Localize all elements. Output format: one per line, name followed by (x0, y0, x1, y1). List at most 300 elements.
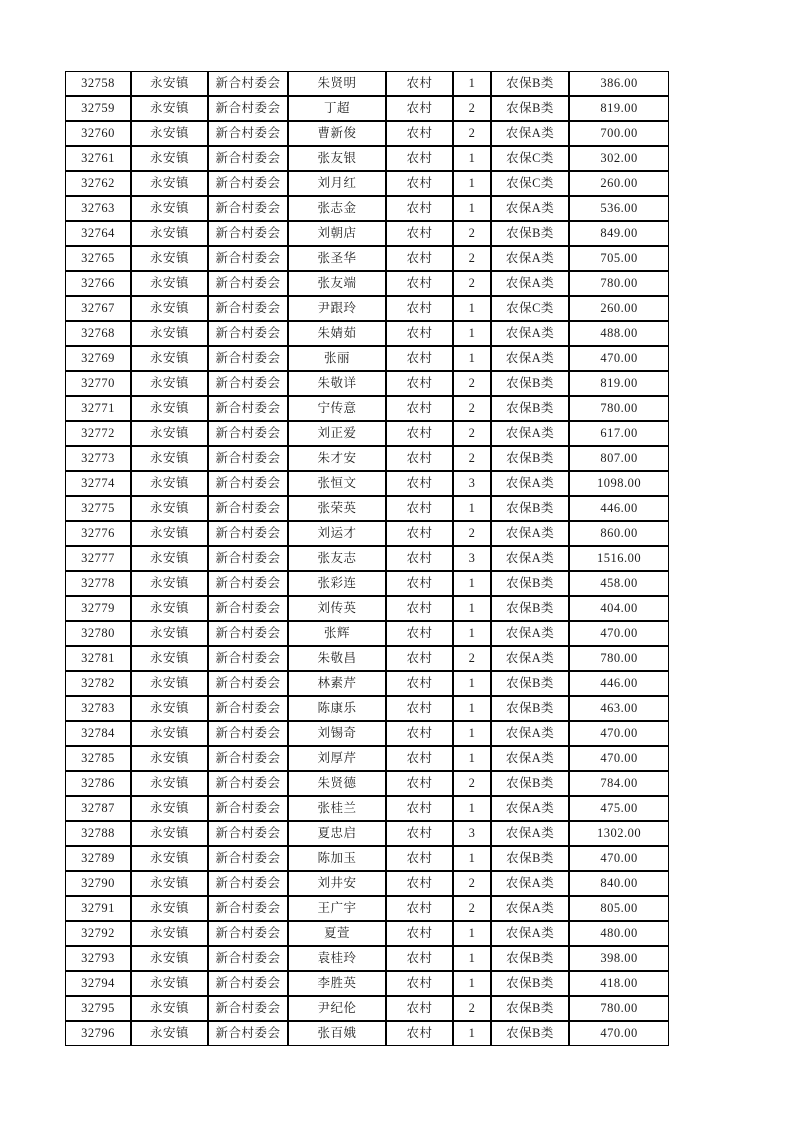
cell-id: 32794 (65, 971, 131, 996)
table-row (65, 846, 669, 871)
table-row (65, 871, 669, 896)
cell-amount: 860.00 (569, 521, 669, 546)
cell-type: 农村 (386, 796, 453, 821)
cell-id: 32779 (65, 596, 131, 621)
cell-town: 永安镇 (131, 821, 208, 846)
cell-village: 新合村委会 (208, 646, 288, 671)
cell-count: 1 (453, 596, 491, 621)
cell-amount: 700.00 (569, 121, 669, 146)
table-row (65, 446, 669, 471)
cell-count: 1 (453, 671, 491, 696)
cell-village: 新合村委会 (208, 121, 288, 146)
table-row (65, 771, 669, 796)
cell-town: 永安镇 (131, 446, 208, 471)
cell-type: 农村 (386, 896, 453, 921)
cell-village: 新合村委会 (208, 321, 288, 346)
cell-count: 1 (453, 621, 491, 646)
cell-insurance: 农保A类 (491, 821, 569, 846)
cell-type: 农村 (386, 221, 453, 246)
cell-insurance: 农保A类 (491, 721, 569, 746)
cell-type: 农村 (386, 696, 453, 721)
cell-type: 农村 (386, 121, 453, 146)
table-row (65, 146, 669, 171)
cell-type: 农村 (386, 421, 453, 446)
cell-village: 新合村委会 (208, 746, 288, 771)
cell-amount: 840.00 (569, 871, 669, 896)
cell-village: 新合村委会 (208, 796, 288, 821)
cell-type: 农村 (386, 946, 453, 971)
cell-village: 新合村委会 (208, 171, 288, 196)
cell-name: 张丽 (288, 346, 386, 371)
cell-id: 32771 (65, 396, 131, 421)
cell-amount: 780.00 (569, 646, 669, 671)
cell-name: 尹纪伦 (288, 996, 386, 1021)
cell-insurance: 农保B类 (491, 96, 569, 121)
cell-name: 夏萱 (288, 921, 386, 946)
cell-amount: 475.00 (569, 796, 669, 821)
cell-town: 永安镇 (131, 71, 208, 96)
cell-id: 32766 (65, 271, 131, 296)
cell-town: 永安镇 (131, 396, 208, 421)
cell-insurance: 农保B类 (491, 671, 569, 696)
cell-amount: 260.00 (569, 296, 669, 321)
cell-id: 32764 (65, 221, 131, 246)
cell-type: 农村 (386, 196, 453, 221)
table-row (65, 96, 669, 121)
table-row (65, 571, 669, 596)
cell-insurance: 农保A类 (491, 321, 569, 346)
cell-town: 永安镇 (131, 621, 208, 646)
cell-name: 刘锡奇 (288, 721, 386, 746)
cell-amount: 470.00 (569, 1021, 669, 1046)
cell-village: 新合村委会 (208, 471, 288, 496)
cell-amount: 470.00 (569, 746, 669, 771)
table-body (65, 71, 669, 1046)
cell-town: 永安镇 (131, 971, 208, 996)
cell-insurance: 农保A类 (491, 196, 569, 221)
cell-insurance: 农保B类 (491, 571, 569, 596)
cell-name: 朱婧茹 (288, 321, 386, 346)
cell-count: 1 (453, 571, 491, 596)
cell-id: 32765 (65, 246, 131, 271)
cell-name: 夏忠启 (288, 821, 386, 846)
cell-count: 3 (453, 546, 491, 571)
cell-count: 1 (453, 696, 491, 721)
cell-id: 32781 (65, 646, 131, 671)
cell-village: 新合村委会 (208, 671, 288, 696)
cell-town: 永安镇 (131, 521, 208, 546)
cell-amount: 805.00 (569, 896, 669, 921)
cell-name: 张友端 (288, 271, 386, 296)
table-row (65, 246, 669, 271)
cell-type: 农村 (386, 571, 453, 596)
cell-name: 宁传意 (288, 396, 386, 421)
cell-count: 1 (453, 721, 491, 746)
cell-town: 永安镇 (131, 221, 208, 246)
cell-id: 32796 (65, 1021, 131, 1046)
cell-insurance: 农保C类 (491, 171, 569, 196)
cell-village: 新合村委会 (208, 496, 288, 521)
cell-town: 永安镇 (131, 746, 208, 771)
cell-village: 新合村委会 (208, 696, 288, 721)
cell-type: 农村 (386, 246, 453, 271)
cell-village: 新合村委会 (208, 996, 288, 1021)
cell-village: 新合村委会 (208, 921, 288, 946)
cell-town: 永安镇 (131, 246, 208, 271)
cell-village: 新合村委会 (208, 546, 288, 571)
cell-count: 1 (453, 846, 491, 871)
cell-id: 32774 (65, 471, 131, 496)
cell-village: 新合村委会 (208, 896, 288, 921)
cell-insurance: 农保B类 (491, 71, 569, 96)
table-row (65, 646, 669, 671)
cell-id: 32762 (65, 171, 131, 196)
cell-id: 32786 (65, 771, 131, 796)
cell-count: 1 (453, 71, 491, 96)
cell-type: 农村 (386, 396, 453, 421)
cell-type: 农村 (386, 846, 453, 871)
cell-id: 32788 (65, 821, 131, 846)
cell-village: 新合村委会 (208, 296, 288, 321)
cell-village: 新合村委会 (208, 346, 288, 371)
cell-type: 农村 (386, 646, 453, 671)
table-row (65, 271, 669, 296)
table-row (65, 1021, 669, 1046)
cell-type: 农村 (386, 821, 453, 846)
cell-amount: 784.00 (569, 771, 669, 796)
cell-name: 朱敬详 (288, 371, 386, 396)
cell-amount: 1098.00 (569, 471, 669, 496)
cell-amount: 780.00 (569, 396, 669, 421)
cell-count: 1 (453, 796, 491, 821)
cell-town: 永安镇 (131, 346, 208, 371)
cell-village: 新合村委会 (208, 221, 288, 246)
cell-name: 袁桂玲 (288, 946, 386, 971)
cell-type: 农村 (386, 471, 453, 496)
cell-name: 朱敬昌 (288, 646, 386, 671)
cell-town: 永安镇 (131, 121, 208, 146)
cell-count: 2 (453, 871, 491, 896)
cell-amount: 849.00 (569, 221, 669, 246)
cell-amount: 446.00 (569, 671, 669, 696)
cell-id: 32772 (65, 421, 131, 446)
cell-count: 1 (453, 946, 491, 971)
cell-name: 刘正爱 (288, 421, 386, 446)
cell-insurance: 农保A类 (491, 121, 569, 146)
cell-name: 朱贤德 (288, 771, 386, 796)
subsidy-table (65, 71, 669, 1046)
cell-amount: 470.00 (569, 721, 669, 746)
cell-count: 2 (453, 421, 491, 446)
cell-insurance: 农保A类 (491, 621, 569, 646)
cell-name: 尹跟玲 (288, 296, 386, 321)
cell-id: 32790 (65, 871, 131, 896)
cell-name: 张百娥 (288, 1021, 386, 1046)
cell-id: 32775 (65, 496, 131, 521)
cell-id: 32763 (65, 196, 131, 221)
cell-town: 永安镇 (131, 596, 208, 621)
table-row (65, 346, 669, 371)
cell-amount: 617.00 (569, 421, 669, 446)
cell-id: 32773 (65, 446, 131, 471)
cell-count: 2 (453, 771, 491, 796)
cell-type: 农村 (386, 596, 453, 621)
cell-town: 永安镇 (131, 1021, 208, 1046)
cell-count: 1 (453, 921, 491, 946)
cell-town: 永安镇 (131, 496, 208, 521)
cell-village: 新合村委会 (208, 96, 288, 121)
cell-type: 农村 (386, 671, 453, 696)
cell-id: 32777 (65, 546, 131, 571)
cell-id: 32769 (65, 346, 131, 371)
table-row (65, 71, 669, 96)
cell-type: 农村 (386, 346, 453, 371)
cell-type: 农村 (386, 621, 453, 646)
cell-count: 1 (453, 496, 491, 521)
cell-insurance: 农保A类 (491, 521, 569, 546)
cell-name: 张辉 (288, 621, 386, 646)
cell-type: 农村 (386, 146, 453, 171)
cell-amount: 404.00 (569, 596, 669, 621)
cell-town: 永安镇 (131, 946, 208, 971)
cell-town: 永安镇 (131, 646, 208, 671)
cell-name: 刘传英 (288, 596, 386, 621)
cell-village: 新合村委会 (208, 446, 288, 471)
cell-village: 新合村委会 (208, 621, 288, 646)
cell-town: 永安镇 (131, 996, 208, 1021)
cell-name: 陈康乐 (288, 696, 386, 721)
cell-name: 张圣华 (288, 246, 386, 271)
cell-id: 32785 (65, 746, 131, 771)
cell-amount: 260.00 (569, 171, 669, 196)
cell-insurance: 农保A类 (491, 746, 569, 771)
cell-village: 新合村委会 (208, 846, 288, 871)
cell-village: 新合村委会 (208, 146, 288, 171)
cell-name: 刘月红 (288, 171, 386, 196)
cell-amount: 470.00 (569, 846, 669, 871)
cell-type: 农村 (386, 496, 453, 521)
table-row (65, 896, 669, 921)
table-row (65, 721, 669, 746)
cell-amount: 418.00 (569, 971, 669, 996)
cell-insurance: 农保A类 (491, 796, 569, 821)
table-row (65, 546, 669, 571)
cell-insurance: 农保C类 (491, 146, 569, 171)
cell-amount: 446.00 (569, 496, 669, 521)
cell-insurance: 农保A类 (491, 271, 569, 296)
cell-type: 农村 (386, 271, 453, 296)
cell-count: 2 (453, 646, 491, 671)
table-row (65, 471, 669, 496)
cell-amount: 807.00 (569, 446, 669, 471)
cell-name: 陈加玉 (288, 846, 386, 871)
cell-town: 永安镇 (131, 721, 208, 746)
cell-id: 32795 (65, 996, 131, 1021)
table-row (65, 196, 669, 221)
cell-type: 农村 (386, 371, 453, 396)
cell-type: 农村 (386, 321, 453, 346)
table-row (65, 371, 669, 396)
cell-id: 32782 (65, 671, 131, 696)
cell-town: 永安镇 (131, 196, 208, 221)
cell-insurance: 农保A类 (491, 346, 569, 371)
cell-amount: 480.00 (569, 921, 669, 946)
cell-town: 永安镇 (131, 871, 208, 896)
cell-id: 32793 (65, 946, 131, 971)
cell-insurance: 农保B类 (491, 996, 569, 1021)
cell-amount: 302.00 (569, 146, 669, 171)
cell-count: 2 (453, 396, 491, 421)
cell-count: 2 (453, 271, 491, 296)
cell-insurance: 农保B类 (491, 371, 569, 396)
cell-id: 32789 (65, 846, 131, 871)
cell-town: 永安镇 (131, 296, 208, 321)
cell-name: 刘运才 (288, 521, 386, 546)
cell-insurance: 农保A类 (491, 646, 569, 671)
cell-insurance: 农保B类 (491, 1021, 569, 1046)
cell-id: 32761 (65, 146, 131, 171)
cell-name: 张彩连 (288, 571, 386, 596)
cell-id: 32784 (65, 721, 131, 746)
cell-amount: 463.00 (569, 696, 669, 721)
cell-amount: 1516.00 (569, 546, 669, 571)
cell-amount: 819.00 (569, 96, 669, 121)
cell-name: 朱才安 (288, 446, 386, 471)
cell-town: 永安镇 (131, 921, 208, 946)
cell-village: 新合村委会 (208, 871, 288, 896)
cell-id: 32787 (65, 796, 131, 821)
cell-insurance: 农保B类 (491, 446, 569, 471)
table-row (65, 596, 669, 621)
cell-count: 1 (453, 746, 491, 771)
cell-type: 农村 (386, 721, 453, 746)
table-row (65, 421, 669, 446)
cell-village: 新合村委会 (208, 946, 288, 971)
cell-id: 32767 (65, 296, 131, 321)
cell-type: 农村 (386, 971, 453, 996)
cell-village: 新合村委会 (208, 521, 288, 546)
cell-count: 2 (453, 246, 491, 271)
cell-id: 32778 (65, 571, 131, 596)
cell-count: 2 (453, 446, 491, 471)
cell-count: 2 (453, 521, 491, 546)
cell-name: 张荣英 (288, 496, 386, 521)
cell-count: 2 (453, 896, 491, 921)
cell-village: 新合村委会 (208, 971, 288, 996)
cell-id: 32760 (65, 121, 131, 146)
cell-name: 刘厚芹 (288, 746, 386, 771)
table-row (65, 221, 669, 246)
cell-village: 新合村委会 (208, 571, 288, 596)
cell-count: 2 (453, 996, 491, 1021)
table-row (65, 671, 669, 696)
cell-insurance: 农保A类 (491, 246, 569, 271)
cell-count: 1 (453, 321, 491, 346)
cell-town: 永安镇 (131, 146, 208, 171)
cell-amount: 1302.00 (569, 821, 669, 846)
cell-insurance: 农保B类 (491, 221, 569, 246)
cell-insurance: 农保A类 (491, 921, 569, 946)
cell-name: 丁超 (288, 96, 386, 121)
cell-town: 永安镇 (131, 846, 208, 871)
cell-town: 永安镇 (131, 321, 208, 346)
cell-town: 永安镇 (131, 696, 208, 721)
cell-type: 农村 (386, 546, 453, 571)
cell-village: 新合村委会 (208, 196, 288, 221)
cell-count: 3 (453, 471, 491, 496)
cell-insurance: 农保A类 (491, 871, 569, 896)
table-row (65, 946, 669, 971)
cell-type: 农村 (386, 746, 453, 771)
cell-town: 永安镇 (131, 771, 208, 796)
cell-id: 32783 (65, 696, 131, 721)
cell-town: 永安镇 (131, 421, 208, 446)
cell-count: 1 (453, 196, 491, 221)
cell-count: 2 (453, 121, 491, 146)
cell-type: 农村 (386, 871, 453, 896)
cell-name: 张志金 (288, 196, 386, 221)
cell-insurance: 农保C类 (491, 296, 569, 321)
table-row (65, 821, 669, 846)
cell-town: 永安镇 (131, 96, 208, 121)
cell-name: 林素芹 (288, 671, 386, 696)
cell-insurance: 农保B类 (491, 946, 569, 971)
cell-amount: 398.00 (569, 946, 669, 971)
table-row (65, 971, 669, 996)
cell-name: 朱贤明 (288, 71, 386, 96)
cell-insurance: 农保A类 (491, 896, 569, 921)
cell-insurance: 农保B类 (491, 496, 569, 521)
cell-count: 1 (453, 1021, 491, 1046)
cell-village: 新合村委会 (208, 371, 288, 396)
cell-insurance: 农保B类 (491, 971, 569, 996)
table-row (65, 996, 669, 1021)
cell-name: 曹新俊 (288, 121, 386, 146)
cell-insurance: 农保B类 (491, 771, 569, 796)
table-row (65, 621, 669, 646)
cell-insurance: 农保A类 (491, 546, 569, 571)
cell-id: 32758 (65, 71, 131, 96)
cell-amount: 470.00 (569, 621, 669, 646)
cell-id: 32770 (65, 371, 131, 396)
cell-town: 永安镇 (131, 171, 208, 196)
cell-village: 新合村委会 (208, 721, 288, 746)
cell-town: 永安镇 (131, 671, 208, 696)
cell-type: 农村 (386, 296, 453, 321)
cell-type: 农村 (386, 446, 453, 471)
table-row (65, 396, 669, 421)
table-row (65, 921, 669, 946)
table-row (65, 171, 669, 196)
cell-type: 农村 (386, 1021, 453, 1046)
cell-count: 1 (453, 146, 491, 171)
table-row (65, 121, 669, 146)
cell-name: 李胜英 (288, 971, 386, 996)
cell-town: 永安镇 (131, 271, 208, 296)
table-row (65, 796, 669, 821)
cell-count: 1 (453, 346, 491, 371)
cell-name: 王广宇 (288, 896, 386, 921)
cell-name: 张友志 (288, 546, 386, 571)
cell-type: 农村 (386, 771, 453, 796)
cell-town: 永安镇 (131, 796, 208, 821)
cell-amount: 536.00 (569, 196, 669, 221)
cell-id: 32791 (65, 896, 131, 921)
cell-name: 刘井安 (288, 871, 386, 896)
table-row (65, 496, 669, 521)
cell-amount: 780.00 (569, 996, 669, 1021)
cell-amount: 780.00 (569, 271, 669, 296)
